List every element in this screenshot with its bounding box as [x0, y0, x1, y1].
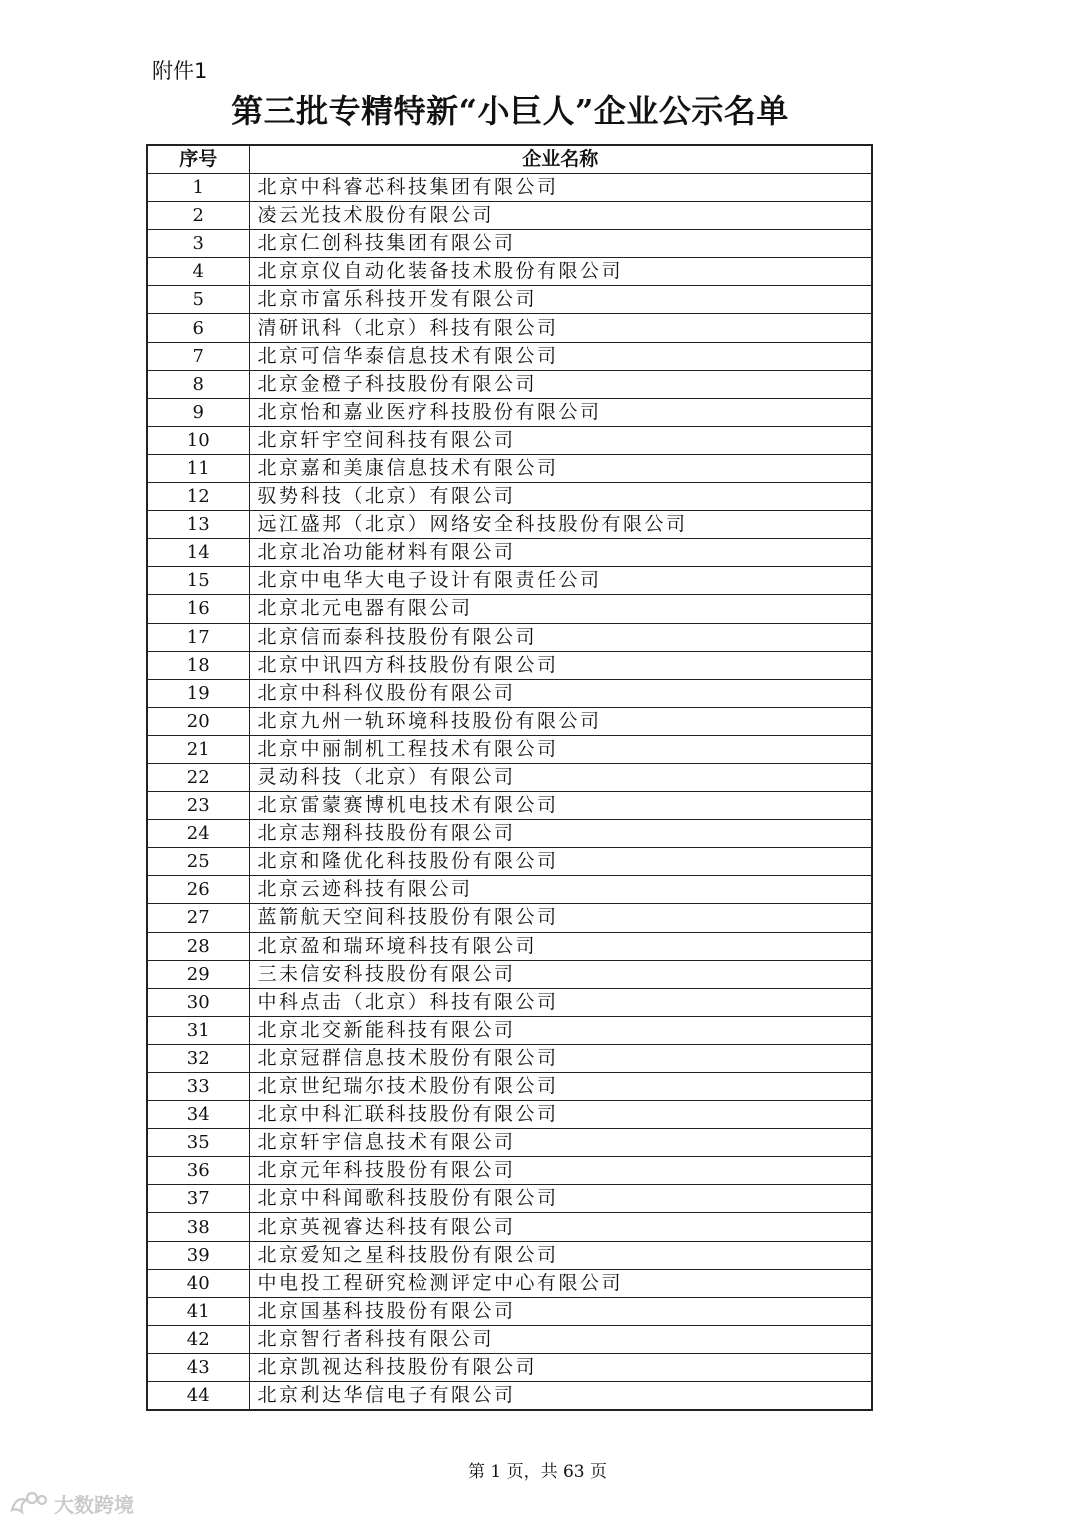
- row-serial-number: 25: [147, 848, 249, 876]
- row-serial-number: 10: [147, 426, 249, 454]
- row-company-name: 北京中讯四方科技股份有限公司: [249, 651, 872, 679]
- table-row: [147, 735, 872, 763]
- row-company-name: 蓝箭航天空间科技股份有限公司: [249, 904, 872, 932]
- row-serial-number: 23: [147, 792, 249, 820]
- row-serial-number: 37: [147, 1185, 249, 1213]
- row-serial-number: 17: [147, 623, 249, 651]
- table-row: [147, 1157, 872, 1185]
- row-company-name: 凌云光技术股份有限公司: [249, 202, 872, 230]
- row-company-name: 北京世纪瑞尔技术股份有限公司: [249, 1073, 872, 1101]
- row-company-name: 三未信安科技股份有限公司: [249, 960, 872, 988]
- row-serial-number: 4: [147, 258, 249, 286]
- row-company-name: 北京中丽制机工程技术有限公司: [249, 735, 872, 763]
- row-serial-number: 12: [147, 483, 249, 511]
- table-row: [147, 1101, 872, 1129]
- row-serial-number: 9: [147, 398, 249, 426]
- row-serial-number: 8: [147, 370, 249, 398]
- row-serial-number: 40: [147, 1269, 249, 1297]
- table-row: [147, 1241, 872, 1269]
- table-row: [147, 707, 872, 735]
- table-row: [147, 1269, 872, 1297]
- table-row: [147, 820, 872, 848]
- row-serial-number: 6: [147, 314, 249, 342]
- row-serial-number: 38: [147, 1213, 249, 1241]
- row-company-name: 北京中科睿芯科技集团有限公司: [249, 174, 872, 202]
- row-serial-number: 22: [147, 763, 249, 791]
- table-row: [147, 988, 872, 1016]
- row-serial-number: 42: [147, 1325, 249, 1353]
- table-row: [147, 1297, 872, 1325]
- table-row: [147, 511, 872, 539]
- row-company-name: 北京可信华泰信息技术有限公司: [249, 342, 872, 370]
- row-company-name: 北京雷蒙赛博机电技术有限公司: [249, 792, 872, 820]
- row-company-name: 北京中科闻歌科技股份有限公司: [249, 1185, 872, 1213]
- table-row: [147, 398, 872, 426]
- row-serial-number: 26: [147, 876, 249, 904]
- row-serial-number: 3: [147, 230, 249, 258]
- row-company-name: 北京元年科技股份有限公司: [249, 1157, 872, 1185]
- row-company-name: 北京凯视达科技股份有限公司: [249, 1353, 872, 1381]
- row-company-name: 北京利达华信电子有限公司: [249, 1382, 872, 1411]
- row-company-name: 北京北冶功能材料有限公司: [249, 539, 872, 567]
- row-company-name: 驭势科技（北京）有限公司: [249, 483, 872, 511]
- table-row: [147, 314, 872, 342]
- row-company-name: 北京英视睿达科技有限公司: [249, 1213, 872, 1241]
- row-company-name: 北京冠群信息技术股份有限公司: [249, 1044, 872, 1072]
- row-serial-number: 7: [147, 342, 249, 370]
- row-serial-number: 35: [147, 1129, 249, 1157]
- row-company-name: 中科点击（北京）科技有限公司: [249, 988, 872, 1016]
- row-company-name: 北京仁创科技集团有限公司: [249, 230, 872, 258]
- table-header-row: [147, 145, 872, 174]
- row-serial-number: 28: [147, 932, 249, 960]
- table-row: [147, 763, 872, 791]
- watermark-text: 大数跨境: [54, 1492, 134, 1517]
- table-row: [147, 426, 872, 454]
- row-company-name: 北京盈和瑞环境科技有限公司: [249, 932, 872, 960]
- row-company-name: 北京京仪自动化装备技术股份有限公司: [249, 258, 872, 286]
- row-company-name: 灵动科技（北京）有限公司: [249, 763, 872, 791]
- row-company-name: 北京金橙子科技股份有限公司: [249, 370, 872, 398]
- row-company-name: 远江盛邦（北京）网络安全科技股份有限公司: [249, 511, 872, 539]
- row-serial-number: 33: [147, 1073, 249, 1101]
- table-row: [147, 679, 872, 707]
- row-serial-number: 1: [147, 174, 249, 202]
- table-row: [147, 848, 872, 876]
- row-serial-number: 30: [147, 988, 249, 1016]
- row-serial-number: 39: [147, 1241, 249, 1269]
- row-serial-number: 43: [147, 1353, 249, 1381]
- row-company-name: 北京中科科仪股份有限公司: [249, 679, 872, 707]
- row-company-name: 北京九州一轨环境科技股份有限公司: [249, 707, 872, 735]
- table-row: [147, 286, 872, 314]
- row-company-name: 北京嘉和美康信息技术有限公司: [249, 454, 872, 482]
- row-company-name: 北京中科汇联科技股份有限公司: [249, 1101, 872, 1129]
- table-row: [147, 370, 872, 398]
- row-serial-number: 31: [147, 1016, 249, 1044]
- sparkle-logo-icon: [8, 1488, 50, 1518]
- table-row: [147, 1353, 872, 1381]
- row-serial-number: 14: [147, 539, 249, 567]
- row-serial-number: 2: [147, 202, 249, 230]
- row-serial-number: 41: [147, 1297, 249, 1325]
- row-serial-number: 11: [147, 454, 249, 482]
- row-company-name: 北京云迹科技有限公司: [249, 876, 872, 904]
- company-table: [146, 144, 873, 1411]
- row-serial-number: 16: [147, 595, 249, 623]
- row-serial-number: 20: [147, 707, 249, 735]
- row-company-name: 北京市富乐科技开发有限公司: [249, 286, 872, 314]
- row-company-name: 北京轩宇信息技术有限公司: [249, 1129, 872, 1157]
- table-row: [147, 1129, 872, 1157]
- page-title: 第三批专精特新“小巨人”企业公示名单: [231, 92, 789, 130]
- watermark: [8, 1488, 134, 1518]
- row-company-name: 北京国基科技股份有限公司: [249, 1297, 872, 1325]
- table-row: [147, 1016, 872, 1044]
- table-row: [147, 623, 872, 651]
- row-company-name: 北京和隆优化科技股份有限公司: [249, 848, 872, 876]
- row-serial-number: 24: [147, 820, 249, 848]
- header-company-name: 企业名称: [249, 145, 872, 174]
- page-footer: 第 1 页，共 63 页: [467, 1462, 608, 1482]
- row-serial-number: 36: [147, 1157, 249, 1185]
- row-serial-number: 5: [147, 286, 249, 314]
- table-row: [147, 454, 872, 482]
- table-row: [147, 258, 872, 286]
- table-row: [147, 1325, 872, 1353]
- table-row: [147, 539, 872, 567]
- row-serial-number: 27: [147, 904, 249, 932]
- row-company-name: 北京北元电器有限公司: [249, 595, 872, 623]
- row-company-name: 北京信而泰科技股份有限公司: [249, 623, 872, 651]
- table-row: [147, 904, 872, 932]
- row-serial-number: 44: [147, 1382, 249, 1411]
- table-row: [147, 1382, 872, 1411]
- table-row: [147, 1185, 872, 1213]
- row-serial-number: 18: [147, 651, 249, 679]
- table-row: [147, 202, 872, 230]
- table-row: [147, 595, 872, 623]
- attachment-label: 附件1: [152, 59, 208, 83]
- row-serial-number: 13: [147, 511, 249, 539]
- row-company-name: 北京北交新能科技有限公司: [249, 1016, 872, 1044]
- table-row: [147, 651, 872, 679]
- table-row: [147, 342, 872, 370]
- table-row: [147, 483, 872, 511]
- row-serial-number: 32: [147, 1044, 249, 1072]
- table-row: [147, 174, 872, 202]
- row-company-name: 北京中电华大电子设计有限责任公司: [249, 567, 872, 595]
- table-row: [147, 230, 872, 258]
- table-row: [147, 1073, 872, 1101]
- row-serial-number: 34: [147, 1101, 249, 1129]
- row-company-name: 北京爱知之星科技股份有限公司: [249, 1241, 872, 1269]
- row-company-name: 北京轩宇空间科技有限公司: [249, 426, 872, 454]
- row-company-name: 中电投工程研究检测评定中心有限公司: [249, 1269, 872, 1297]
- row-company-name: 北京智行者科技有限公司: [249, 1325, 872, 1353]
- table-row: [147, 1213, 872, 1241]
- header-serial-number: 序号: [147, 145, 249, 174]
- table-row: [147, 960, 872, 988]
- table-row: [147, 1044, 872, 1072]
- table-row: [147, 932, 872, 960]
- row-company-name: 北京怡和嘉业医疗科技股份有限公司: [249, 398, 872, 426]
- row-company-name: 清研讯科（北京）科技有限公司: [249, 314, 872, 342]
- row-serial-number: 21: [147, 735, 249, 763]
- table-row: [147, 876, 872, 904]
- row-company-name: 北京志翔科技股份有限公司: [249, 820, 872, 848]
- row-serial-number: 19: [147, 679, 249, 707]
- row-serial-number: 29: [147, 960, 249, 988]
- table-row: [147, 792, 872, 820]
- table-body: [147, 174, 872, 1411]
- row-serial-number: 15: [147, 567, 249, 595]
- table-row: [147, 567, 872, 595]
